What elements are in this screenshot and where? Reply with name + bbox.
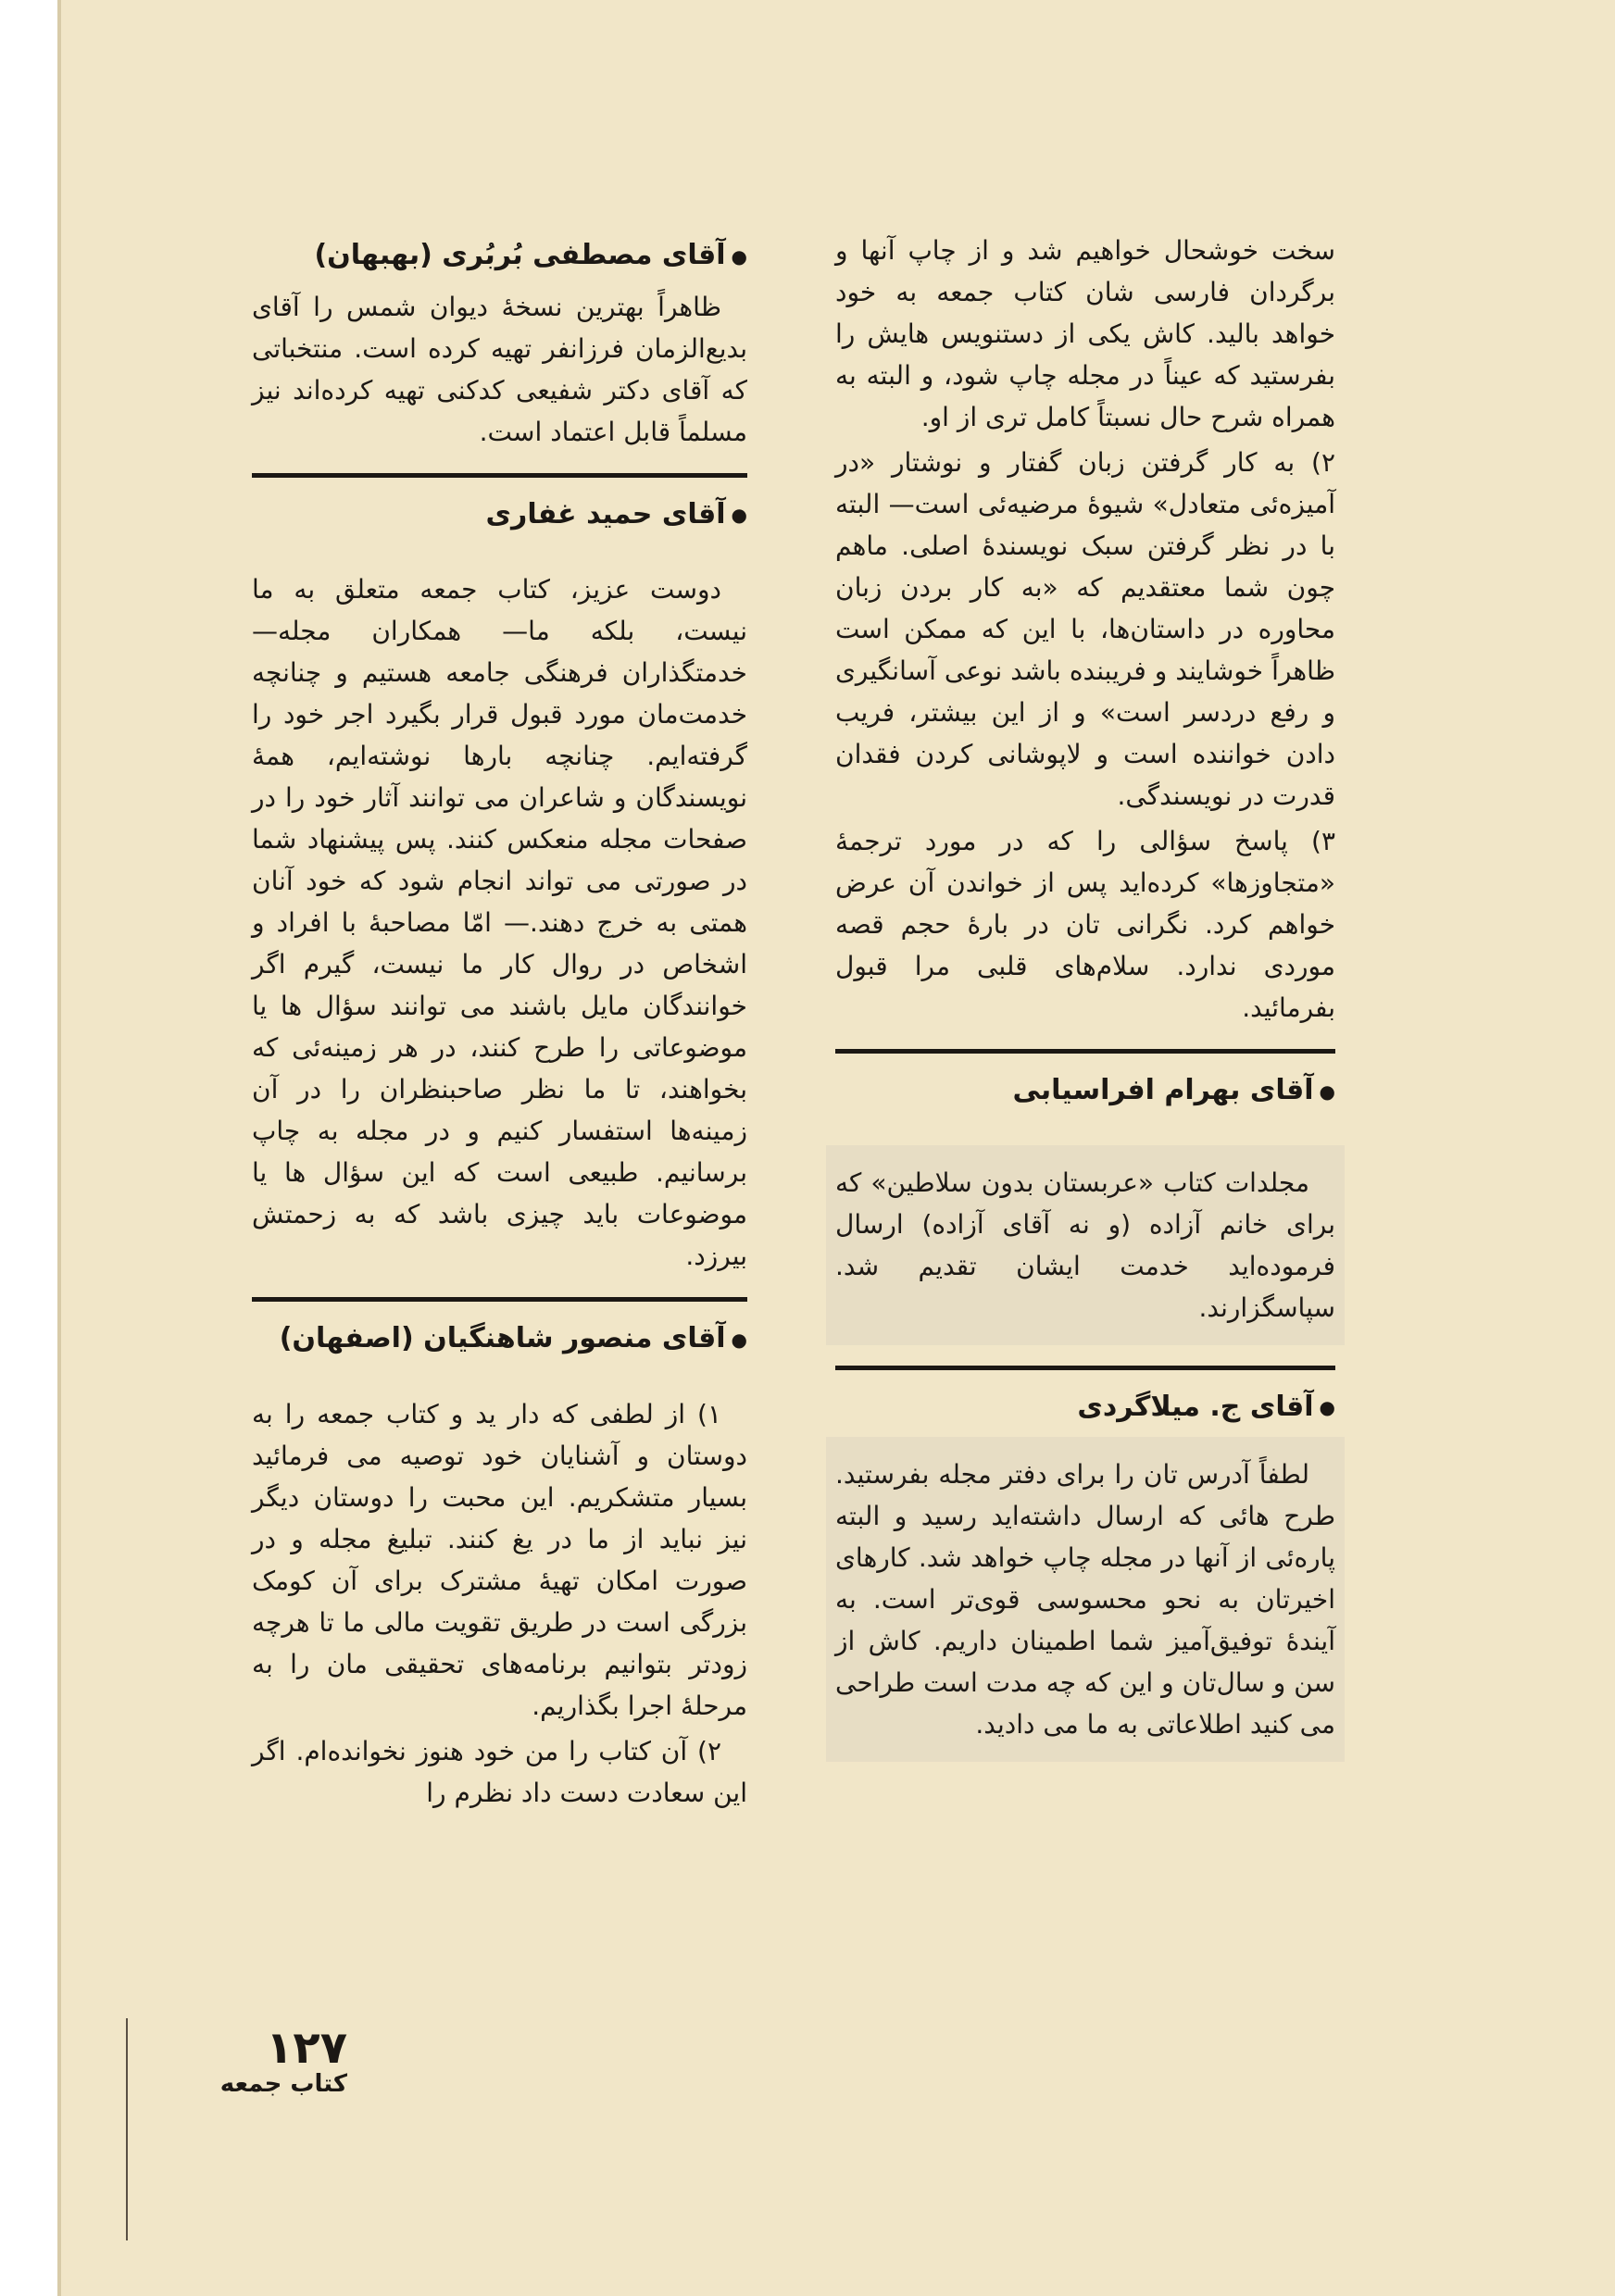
page-footer <box>208 2022 347 2098</box>
paragraph: لطفاً آدرس تان را برای دفتر مجله بفرستید. طرح هائی که ارسال داشته‌اید رسید و البته پاره‌ئی از آنها در مجله چاپ خواهد شد. کارهای اخیرتان به نحو محسوسی قوی‌تر است. به آیندهٔ توفیق‌آمیز شما اطمینان داریم. کاش از سن و سال‌تان و این که چه مدت است طراحی می کنید اطلاعاتی به ما می دادید. <box>835 1459 1335 1740</box>
paragraph: سخت خوشحال خواهیم شد و از چاپ آنها و برگردان فارسی شان کتاب جمعه به خود خواهد بالید. کاش یکی از دستنویس هایش را بفرستید که عیناً در مجله چاپ شود، و البته به همراه شرح حال نسبتاً کامل تری از او. <box>835 235 1335 432</box>
reply-block <box>826 1437 1345 1762</box>
bullet-icon: ● <box>731 504 747 526</box>
section-heading: ●آقای بهرام افراسیابی <box>1012 1074 1335 1106</box>
bullet-icon: ● <box>1319 1396 1335 1418</box>
section-divider <box>252 473 747 478</box>
right-column <box>835 230 1335 1762</box>
section-heading: ●آقای ج. میلاگردی <box>1077 1390 1335 1423</box>
paragraph: مجلدات کتاب «عربستان بدون سلاطین» که برای خانم آزاده (و نه آقای آزاده) ارسال فرموده‌اید خدمت ایشان تقدیم شد. سپاسگزارند. <box>835 1167 1335 1323</box>
section-divider <box>835 1366 1335 1370</box>
bullet-icon: ● <box>731 244 747 268</box>
magazine-name: کتاب جمعه <box>219 2070 347 2098</box>
section-heading: ●آقای مصطفی بُربُری (بهبهان) <box>314 239 747 271</box>
section-heading: ●آقای منصور شاهنگیان (اصفهان) <box>279 1322 747 1354</box>
paragraph: دوست عزیز، کتاب جمعه متعلق به ما نیست، بلکه ما— همکاران مجله— خدمتگذاران فرهنگی جامعه هستیم و چنانچه خدمت‌مان مورد قبول قرار بگیرد اجر خود را گرفته‌ایم. چنانچه بارها نوشته‌ایم، همهٔ نویسندگان و شاعران می توانند آثار خود را در صفحات مجله منعکس کنند. پس پیشنهاد شما در صورتی می تواند انجام شود که خود آنان همتی به خرج دهند.— امّا مصاحبهٔ با افراد و اشخاص در روال کار ما نیست، گیرم اگر خوانندگان مایل باشند می توانند سؤال ها یا موضوعاتی را طرح کنند، در هر زمینه‌ئی که بخواهند، تا ما نظر صاحبنظران را در آن زمینه‌ها استفسار کنیم و در مجله به چاپ برسانیم. طبیعی است که این سؤال ها یا موضوعات باید چیزی باشد که به زحمتش بیرزد. <box>252 574 747 1271</box>
paragraph: ۱) از لطفی که دار ید و کتاب جمعه را به دوستان و آشنایان خود توصیه می فرمائید بسیار متشکریم. این محبت را دوستان دیگر نیز نباید از ما در یغ کنند. تبلیغ مجله و در صورت امکان تهیهٔ مشترک برای آن کومک بزرگی است در طریق تقویت مالی ما تا هرچه زودتر بتوانیم برنامه‌های تحقیقی مان را به مرحلهٔ اجرا بگذاریم. <box>252 1398 747 1721</box>
page-number: ۱۲۷ <box>266 2022 347 2074</box>
section-divider <box>835 1049 1335 1054</box>
section-heading: ●آقای حمید غفاری <box>485 497 747 530</box>
paragraph: ظاهراً بهترین نسخهٔ دیوان شمس را آقای بدیع‌الزمان فرزانفر تهیه کرده است. منتخباتی که آقای دکتر شفیعی کدکنی تهیه کرده‌اند نیز مسلماً قابل اعتماد است. <box>252 291 747 447</box>
paragraph: ۲) آن کتاب را من خود هنوز نخوانده‌ام. اگر این سعادت دست داد نظرم را <box>252 1735 747 1808</box>
paragraph: ۲) به کار گرفتن زبان گفتار و نوشتار «در آمیزه‌ئی متعادل» شیوهٔ مرضیه‌ئی است— البته با در نظر گرفتن سبک نویسندهٔ اصلی. ماهم چون شما معتقدیم که «به کار بردن زبان محاوره در داستان‌ها، با این که ممکن است ظاهراً خوشایند و فریبنده باشد نوعی آسانگیری و رفع دردسر است» و از این بیشتر، فریب دادن خواننده است و لاپوشانی کردن فقدان قدرت در نویسندگی. <box>835 447 1335 811</box>
section-divider <box>252 1297 747 1302</box>
paragraph: ۳) پاسخ سؤالی را که در مورد ترجمهٔ «متجاوزها» کرده‌اید پس از خواندن آن عرض خواهم کرد. نگرانی تان در بارهٔ حجم قصه موردی ندارد. سلام‌های قلبی مرا قبول بفرمائید. <box>835 826 1335 1023</box>
left-column <box>252 230 747 1817</box>
reply-block <box>826 1145 1345 1345</box>
bullet-icon: ● <box>731 1328 747 1351</box>
bullet-icon: ● <box>1319 1079 1335 1103</box>
margin-line <box>126 2018 128 2240</box>
